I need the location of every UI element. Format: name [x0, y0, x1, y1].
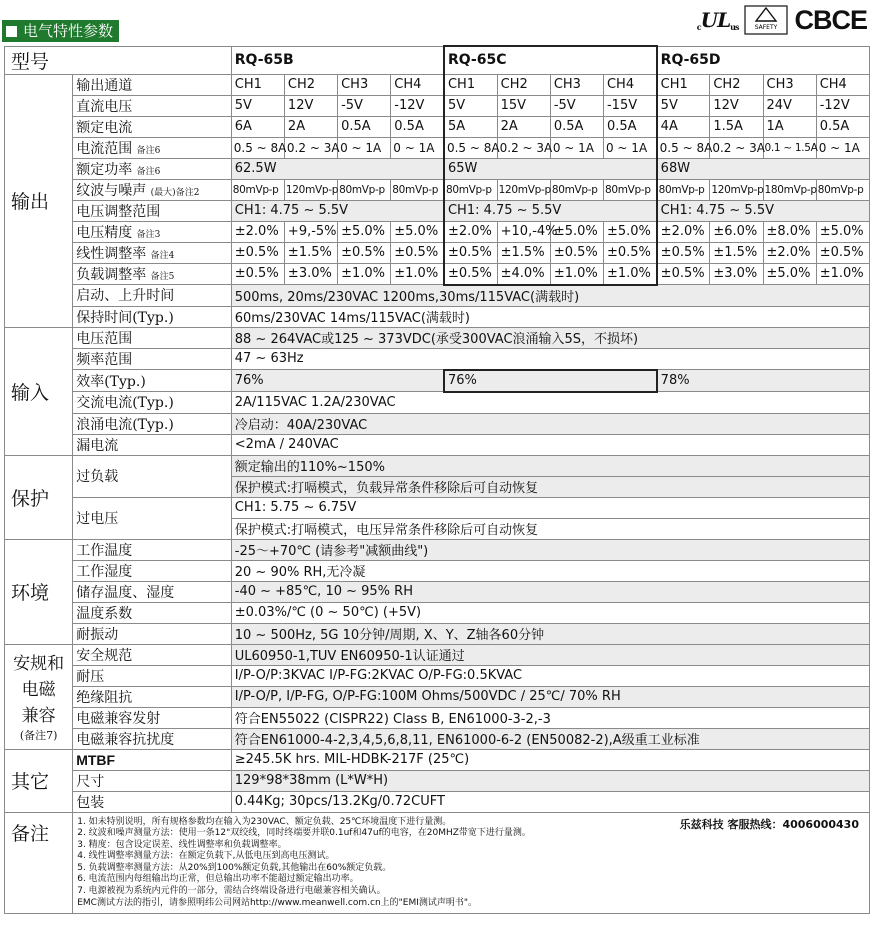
row-channels [5, 74, 870, 95]
cell: 500ms, 20ms/230VAC 1200ms,30ms/115VAC(满载时) [231, 285, 869, 307]
label-isolation: 绝缘阻抗 [73, 686, 232, 707]
cell: ±5.0% [603, 221, 656, 242]
cell: 符合EN55022 (CISPR22) Class B, EN61000-3-2,-3 [231, 707, 869, 728]
cell: ±1.0% [391, 263, 444, 285]
cell: 80mVp-p [816, 179, 869, 200]
label-line-regulation: 线性调整率 备注4 [73, 242, 232, 263]
cell: -12V [391, 95, 444, 116]
cell: 0.5A [338, 116, 391, 137]
row-leakage [5, 434, 870, 455]
category-output: 输出 [5, 74, 73, 327]
section-title-tag [2, 20, 119, 42]
row-tolerance [5, 221, 870, 242]
model-rq65b: RQ-65B [231, 46, 444, 74]
cell: ±0.5% [231, 263, 284, 285]
cell: CH4 [391, 74, 444, 95]
certification-marks [697, 4, 867, 36]
cell: 2A/115VAC 1.2A/230VAC [231, 392, 869, 414]
row-frequency [5, 348, 870, 370]
label-load-regulation: 负载调整率 备注5 [73, 263, 232, 285]
square-bullet-icon [6, 26, 17, 37]
cell: ±0.03%/℃ (0 ~ 50℃) (+5V) [231, 602, 869, 623]
label-working-temp: 工作温度 [73, 539, 232, 560]
cell: 88 ~ 264VAC或125 ~ 373VDC(承受300VAC浪涌输入5S，不损坏) [231, 327, 869, 348]
cell: CH1: 5.75 ~ 6.75V [231, 497, 869, 518]
row-storage [5, 581, 870, 602]
label-hold-time: 保持时间(Typ.) [73, 306, 232, 327]
row-voltage [5, 95, 870, 116]
cell: 0.5A [391, 116, 444, 137]
cell: ±1.0% [550, 263, 603, 285]
label-emc-emission: 电磁兼容发射 [73, 707, 232, 728]
cell: 4A [657, 116, 710, 137]
cell: 5V [444, 95, 497, 116]
category-protection: 保护 [5, 455, 73, 539]
row-working-temp [5, 539, 870, 560]
cell: 2A [284, 116, 337, 137]
page-header [0, 0, 873, 44]
row-input-voltage [5, 327, 870, 348]
cell: 180mVp-p [763, 179, 816, 200]
cell: CH3 [338, 74, 391, 95]
row-working-humidity [5, 560, 870, 581]
cell: 0.1 ~ 1.5A [763, 137, 816, 158]
cell: 120mVp-p [710, 179, 763, 200]
cell: 5A [444, 116, 497, 137]
cell: 120mVp-p [497, 179, 550, 200]
row-overload-1 [5, 455, 870, 476]
label-safety-std: 安全规范 [73, 644, 232, 665]
cell: 0.5A [550, 116, 603, 137]
cell: 0 ~ 1A [816, 137, 869, 158]
row-emc-emission [5, 707, 870, 728]
cell: 保护模式:打嗝模式，负载异常条件移除后可自动恢复 [231, 476, 869, 497]
category-others: 其它 [5, 749, 73, 812]
cell: 符合EN61000-4-2,3,4,5,6,8,11, EN61000-6-2 (EN50082-2),A级重工业标准 [231, 728, 869, 749]
cell: -5V [338, 95, 391, 116]
cell: CH4 [603, 74, 656, 95]
cell: 0.44Kg; 30pcs/13.2Kg/0.72CUFT [231, 791, 869, 812]
label-adjust: 电压调整范围 [73, 200, 232, 221]
cell: +9,-5% [284, 221, 337, 242]
cell: ±0.5% [444, 263, 497, 285]
cell: CH1 [657, 74, 710, 95]
section-title: 电气特性参数 [23, 22, 114, 40]
model-header-row [5, 46, 870, 74]
cell: ±4.0% [497, 263, 550, 285]
cell: ±2.0% [763, 242, 816, 263]
cell: +10,-4% [497, 221, 550, 242]
cell: -40 ~ +85℃, 10 ~ 95% RH [231, 581, 869, 602]
cell: 0.2 ~ 3A [497, 137, 550, 158]
cell: ±0.5% [657, 242, 710, 263]
cell: 80mVp-p [391, 179, 444, 200]
model-label: 型号 [5, 46, 232, 74]
cell: CH1: 4.75 ~ 5.5V [444, 200, 657, 221]
row-ripple [5, 179, 870, 200]
cell: I/P-O/P:3KVAC I/P-FG:2KVAC O/P-FG:0.5KVAC [231, 665, 869, 686]
cell: 78% [657, 370, 870, 392]
cell: 80mVp-p [444, 179, 497, 200]
row-temp-coefficient [5, 602, 870, 623]
note-line: 1. 如未特别说明，所有规格参数均在输入为230VAC、额定负载、25℃环境温度下进行量测。 [77, 816, 452, 827]
cell: 0.2 ~ 3A [284, 137, 337, 158]
cb-ce-logo: CBCE [794, 4, 867, 35]
category-environment: 环境 [5, 539, 73, 644]
note-line: 4. 线性调整率测量方法：在额定负载下,从低电压到高电压测试。 [77, 851, 335, 862]
hotline-text: 乐兹科技 客服热线：4006000430 [679, 818, 859, 831]
cell: 冷启动：40A/230VAC [231, 413, 869, 434]
cell: 6A [231, 116, 284, 137]
row-isolation [5, 686, 870, 707]
label-inrush: 浪涌电流(Typ.) [73, 413, 232, 434]
row-vibration [5, 623, 870, 644]
cell: 76% [231, 370, 444, 392]
cell: 0.5A [816, 116, 869, 137]
row-line-regulation [5, 242, 870, 263]
svg-text:SAFETY: SAFETY [755, 24, 778, 31]
cell: ≥245.5K hrs. MIL-HDBK-217F (25℃) [231, 749, 869, 770]
note-line: 5. 负载调整率测量方法：从20%到100%额定负载,其他输出在60%额定负载。 [77, 862, 392, 873]
cell: CH1: 4.75 ~ 5.5V [657, 200, 870, 221]
row-setup-time [5, 285, 870, 307]
cell: 1A [763, 116, 816, 137]
cell: CH1 [231, 74, 284, 95]
row-emc-immunity [5, 728, 870, 749]
cell: CH4 [816, 74, 869, 95]
row-hold-time [5, 306, 870, 327]
cell: ±2.0% [657, 221, 710, 242]
cell: UL60950-1,TUV EN60950-1认证通过 [231, 644, 869, 665]
label-current: 额定电流 [73, 116, 232, 137]
category-notes: 备注 [5, 812, 73, 914]
cell: 0 ~ 1A [391, 137, 444, 158]
label-ac-current: 交流电流(Typ.) [73, 392, 232, 414]
label-efficiency: 效率(Typ.) [73, 370, 232, 392]
label-packing: 包装 [73, 791, 232, 812]
cell: ±1.5% [284, 242, 337, 263]
row-current [5, 116, 870, 137]
note-line: EMC测试方法的指引，请参照明纬公司网站http://www.meanwell.com.cn上的"EMI测试声明书"。 [77, 897, 478, 908]
label-input-voltage: 电压范围 [73, 327, 232, 348]
cell: CH2 [710, 74, 763, 95]
cell: 额定输出的110%~150% [231, 455, 869, 476]
cell: ±1.0% [338, 263, 391, 285]
cell: 0.5 ~ 8A [444, 137, 497, 158]
row-withstand [5, 665, 870, 686]
cell: 12V [284, 95, 337, 116]
cell: 80mVp-p [550, 179, 603, 200]
spec-table [4, 45, 870, 914]
cell: 80mVp-p [338, 179, 391, 200]
cell: 0.5A [603, 116, 656, 137]
cell: 76% [444, 370, 657, 392]
cell: 2A [497, 116, 550, 137]
cell: CH2 [497, 74, 550, 95]
cell: 65W [444, 158, 657, 179]
cell: 60ms/230VAC 14ms/115VAC(满载时) [231, 306, 869, 327]
cell: CH1: 4.75 ~ 5.5V [231, 200, 444, 221]
cell: ±1.0% [603, 263, 656, 285]
cell: 保护模式:打嗝模式，电压异常条件移除后可自动恢复 [231, 518, 869, 539]
label-power: 额定功率 备注6 [73, 158, 232, 179]
cell: 47 ~ 63Hz [231, 348, 869, 370]
cell: 0 ~ 1A [550, 137, 603, 158]
ul-cert-logo: cULus [696, 8, 739, 32]
cell: 12V [710, 95, 763, 116]
cell: ±2.0% [231, 221, 284, 242]
note-line: 6. 电流范围内每组输出均正常，但总输出功率不能超过额定输出功率。 [77, 874, 359, 885]
cell: ±0.5% [816, 242, 869, 263]
row-overvoltage-1 [5, 497, 870, 518]
row-range [5, 137, 870, 158]
row-load-regulation [5, 263, 870, 285]
cell: ±5.0% [763, 263, 816, 285]
cell: -12V [816, 95, 869, 116]
label-overvoltage: 过电压 [73, 497, 232, 539]
cell: <2mA / 240VAC [231, 434, 869, 455]
cell: 80mVp-p [657, 179, 710, 200]
cell: 5V [231, 95, 284, 116]
cell: 0.5 ~ 8A [231, 137, 284, 158]
category-safety-emc: 安规和 电磁 兼容 (备注7) [5, 644, 73, 749]
note-line: 3. 精度：包含设定误差、线性调整率和负载调整率。 [77, 839, 287, 850]
row-adjust [5, 200, 870, 221]
note-line: 7. 电源被视为系统内元件的一部分，需结合终端设备进行电磁兼容相关确认。 [77, 886, 386, 897]
cell: -25～+70℃ (请参考"减额曲线") [231, 539, 869, 560]
cell: CH1 [444, 74, 497, 95]
cell: ±0.5% [338, 242, 391, 263]
label-working-humidity: 工作湿度 [73, 560, 232, 581]
model-rq65c: RQ-65C [444, 46, 657, 74]
cell: ±1.5% [497, 242, 550, 263]
cell: ±1.0% [816, 263, 869, 285]
cell: 62.5W [231, 158, 444, 179]
row-safety-std [5, 644, 870, 665]
note-line: 2. 纹波和噪声测量方法：使用一条12"双绞线，同时终端要并联0.1uf和47uf的电容，在20MHZ带宽下进行量测。 [77, 828, 531, 839]
cell: CH2 [284, 74, 337, 95]
label-voltage: 直流电压 [73, 95, 232, 116]
label-leakage: 漏电流 [73, 434, 232, 455]
label-storage: 储存温度、湿度 [73, 581, 232, 602]
cell: 0 ~ 1A [338, 137, 391, 158]
label-setup-time: 启动、上升时间 [73, 285, 232, 307]
cell: 0 ~ 1A [603, 137, 656, 158]
row-mtbf [5, 749, 870, 770]
cell: 80mVp-p [231, 179, 284, 200]
label-channels: 输出通道 [73, 74, 232, 95]
row-ac-current [5, 392, 870, 414]
label-temp-coefficient: 温度系数 [73, 602, 232, 623]
label-vibration: 耐振动 [73, 623, 232, 644]
cell: ±3.0% [710, 263, 763, 285]
cell: CH3 [763, 74, 816, 95]
cell: 10 ~ 500Hz, 5G 10分钟/周期, X、Y、Z轴各60分钟 [231, 623, 869, 644]
row-inrush [5, 413, 870, 434]
cell: -15V [603, 95, 656, 116]
cell: ±0.5% [231, 242, 284, 263]
label-withstand: 耐压 [73, 665, 232, 686]
label-mtbf: MTBF [73, 749, 232, 770]
label-overload: 过负载 [73, 455, 232, 497]
label-tolerance: 电压精度 备注3 [73, 221, 232, 242]
cell: ±5.0% [550, 221, 603, 242]
cell: -5V [550, 95, 603, 116]
row-efficiency [5, 370, 870, 392]
label-dimension: 尺寸 [73, 770, 232, 791]
cell: 68W [657, 158, 870, 179]
row-dimension [5, 770, 870, 791]
cell: ±3.0% [284, 263, 337, 285]
cell: ±0.5% [391, 242, 444, 263]
cell: 1.5A [710, 116, 763, 137]
cell: 129*98*38mm (L*W*H) [231, 770, 869, 791]
label-emc-immunity: 电磁兼容抗扰度 [73, 728, 232, 749]
cell: ±0.5% [550, 242, 603, 263]
cell: CH3 [550, 74, 603, 95]
label-frequency: 频率范围 [73, 348, 232, 370]
cell: ±6.0% [710, 221, 763, 242]
cell: 24V [763, 95, 816, 116]
cell: ±5.0% [816, 221, 869, 242]
cell: 0.2 ~ 3A [710, 137, 763, 158]
label-range: 电流范围 备注6 [73, 137, 232, 158]
cell: ±1.5% [710, 242, 763, 263]
cell: 15V [497, 95, 550, 116]
cell: ±8.0% [763, 221, 816, 242]
cell: 20 ~ 90% RH,无冷凝 [231, 560, 869, 581]
row-packing [5, 791, 870, 812]
cell: ±5.0% [391, 221, 444, 242]
label-ripple: 纹波与噪声 (最大)备注2 [73, 179, 232, 200]
category-input: 输入 [5, 327, 73, 455]
cell: ±5.0% [338, 221, 391, 242]
cell: 120mVp-p [284, 179, 337, 200]
cell: 0.5 ~ 8A [657, 137, 710, 158]
model-rq65d: RQ-65D [657, 46, 870, 74]
cell: I/P-O/P, I/P-FG, O/P-FG:100M Ohms/500VDC / 25℃/ 70% RH [231, 686, 869, 707]
cell: ±0.5% [657, 263, 710, 285]
cell: 80mVp-p [603, 179, 656, 200]
row-power [5, 158, 870, 179]
cell: ±0.5% [603, 242, 656, 263]
safety-triangle-icon [744, 5, 788, 35]
cell: 5V [657, 95, 710, 116]
cell: ±0.5% [444, 242, 497, 263]
cell: ±2.0% [444, 221, 497, 242]
